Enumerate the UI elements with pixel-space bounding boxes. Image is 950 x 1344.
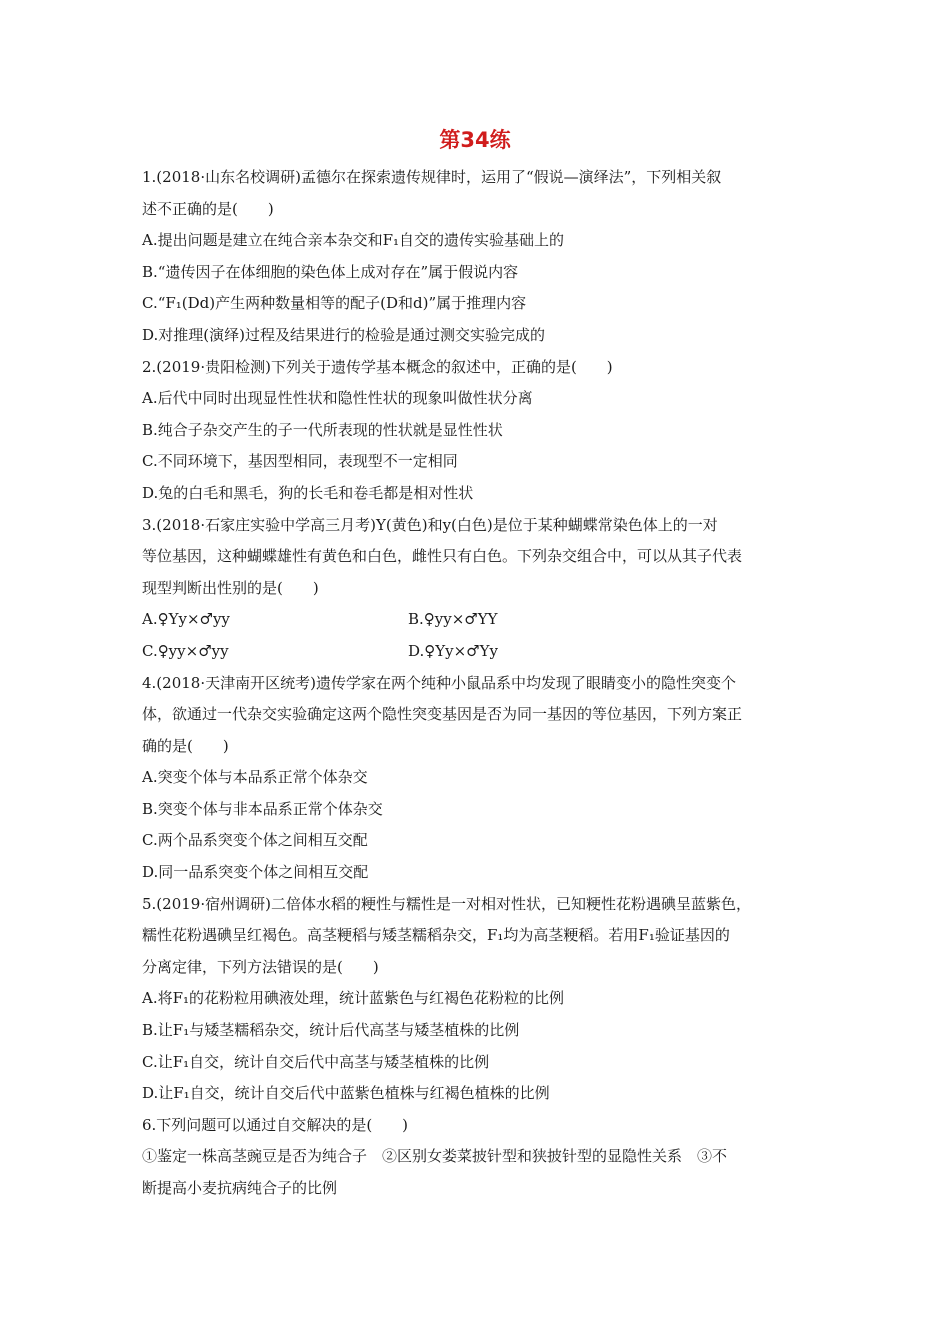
question-stem-line: 5.(2019·宿州调研)二倍体水稻的粳性与糯性是一对相对性状，已知粳性花粉遇碘呈蓝紫色， <box>142 894 751 913</box>
option-b: B.♀yy×♂YY <box>408 610 498 629</box>
option-b: B.“遗传因子在体细胞的染色体上成对存在”属于假说内容 <box>142 262 519 281</box>
option-d: D.兔的白毛和黑毛，狗的长毛和卷毛都是相对性状 <box>142 483 474 502</box>
option-b: B.突变个体与非本品系正常个体杂交 <box>142 799 383 818</box>
option-c: C.“F₁(Dd)产生两种数量相等的配子(D和d)”属于推理内容 <box>142 294 527 313</box>
option-d: D.让F₁自交，统计自交后代中蓝紫色植株与红褐色植株的比例 <box>142 1084 550 1103</box>
question-stem-line: 3.(2018·石家庄实验中学高三月考)Y(黄色)和y(白色)是位于某种蝴蝶常染色体上的一对 <box>142 515 718 534</box>
option-d: D.对推理(演绎)过程及结果进行的检验是通过测交实验完成的 <box>142 325 545 344</box>
option-c: C.♀yy×♂yy <box>142 641 229 660</box>
page-title: 第34练 <box>439 128 511 152</box>
question-stem-line: 述不正确的是( ) <box>142 199 274 218</box>
option-a: A.提出问题是建立在纯合亲本杂交和F₁自交的遗传实验基础上的 <box>142 231 565 250</box>
question-2 <box>142 352 818 510</box>
option-c: C.让F₁自交，统计自交后代中高茎与矮茎植株的比例 <box>142 1052 490 1071</box>
option-b: B.让F₁与矮茎糯稻杂交，统计后代高茎与矮茎植株的比例 <box>142 1021 520 1040</box>
option-d: D.同一品系突变个体之间相互交配 <box>142 863 369 882</box>
question-stem-line: ①鉴定一株高茎豌豆是否为纯合子 ②区别女娄菜披针型和狭披针型的显隐性关系 ③不 <box>142 1147 728 1166</box>
question-stem-line: 断提高小麦抗病纯合子的比例 <box>142 1179 338 1197</box>
question-stem-line: 等位基因，这种蝴蝶雄性有黄色和白色，雌性只有白色。下列杂交组合中，可以从其子代表 <box>142 547 743 566</box>
question-stem-line: 2.(2019·贵阳检测)下列关于遗传学基本概念的叙述中，正确的是( ) <box>142 357 613 376</box>
question-stem-line: 分离定律，下列方法错误的是( ) <box>142 957 379 976</box>
option-d: D.♀Yy×♂Yy <box>408 641 498 660</box>
question-1 <box>142 162 818 352</box>
option-c: C.不同环境下，基因型相同，表现型不一定相同 <box>142 452 458 471</box>
question-stem-line: 现型判断出性别的是( ) <box>142 578 319 597</box>
option-b: B.纯合子杂交产生的子一代所表现的性状就是显性性状 <box>142 420 503 439</box>
question-stem-line: 6.下列问题可以通过自交解决的是( ) <box>142 1115 409 1134</box>
option-a: A.突变个体与本品系正常个体杂交 <box>142 768 368 787</box>
option-a: A.将F₁的花粉粒用碘液处理，统计蓝紫色与红褐色花粉粒的比例 <box>142 989 565 1008</box>
question-stem-line: 体，欲通过一代杂交实验确定这两个隐性突变基因是否为同一基因的等位基因，下列方案正 <box>142 705 743 724</box>
option-c: C.两个品系突变个体之间相互交配 <box>142 831 368 850</box>
question-3 <box>142 510 818 668</box>
question-stem-line: 1.(2018·山东名校调研)孟德尔在探索遗传规律时，运用了“假说—演绎法”，下列相关叙 <box>142 168 722 186</box>
question-stem-line: 确的是( ) <box>142 736 229 755</box>
question-stem-line: 4.(2018·天津南开区统考)遗传学家在两个纯种小鼠品系中均发现了眼睛变小的隐性突变个 <box>142 673 736 692</box>
options-row <box>142 636 818 668</box>
question-6 <box>142 1110 818 1205</box>
option-a: A.后代中同时出现显性性状和隐性性状的现象叫做性状分离 <box>142 389 533 408</box>
question-5 <box>142 889 818 1110</box>
options-row <box>142 604 818 636</box>
question-4 <box>142 668 818 889</box>
question-list <box>142 162 818 1205</box>
question-stem-line: 糯性花粉遇碘呈红褐色。高茎粳稻与矮茎糯稻杂交，F₁均为高茎粳稻。若用F₁验证基因的 <box>142 926 730 945</box>
option-a: A.♀Yy×♂yy <box>142 610 230 629</box>
